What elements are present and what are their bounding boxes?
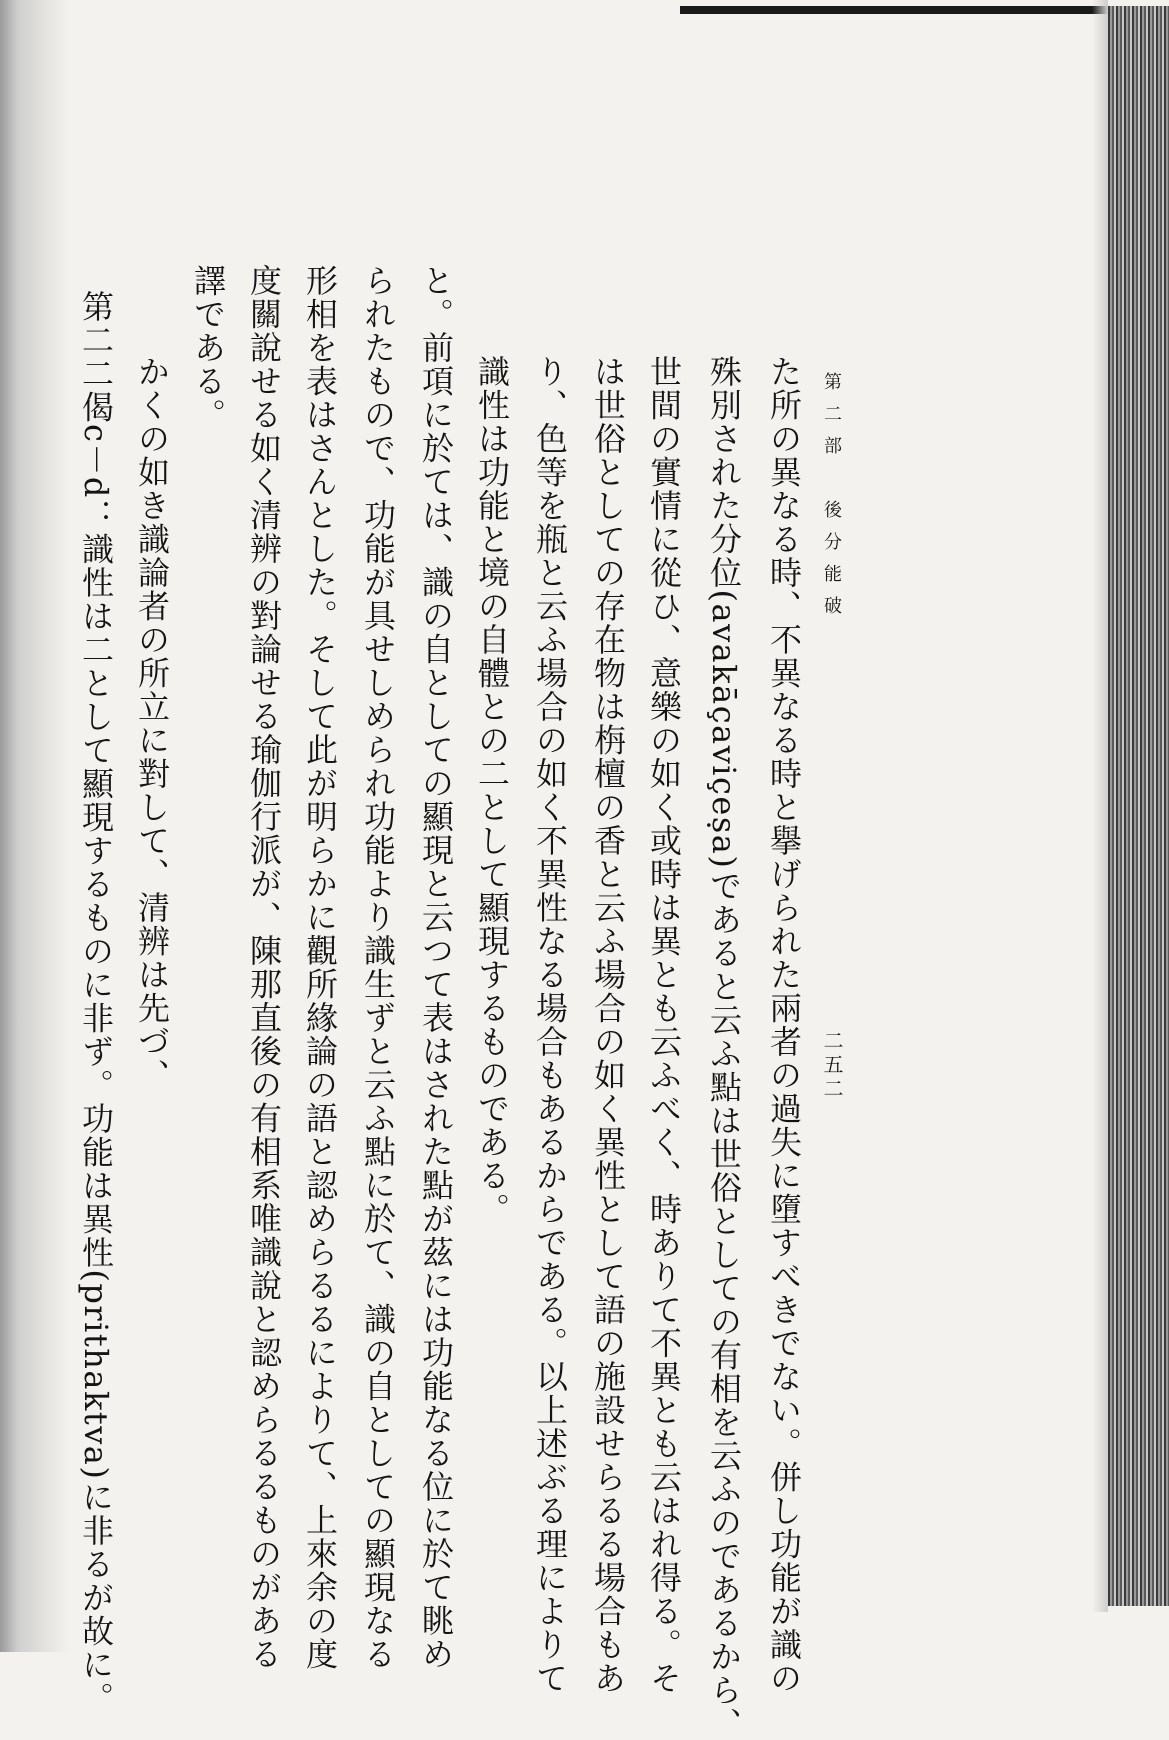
verse-heading-column: 第二二偈c－d：識性は二として顯現するものに非ず。功能は異性(prithaktva)に非るが故に。 (77, 290, 115, 1715)
text-column-7: と。前項に於ては、識の自としての顯現と云つて表はされた點が茲には功能なる位に於て眺め (417, 264, 455, 1671)
scan-shadow-right (1092, 0, 1108, 1612)
text-column-6: 識性は功能と境の自體との二として顯現するものである。 (473, 355, 511, 1226)
text-column-3: 世間の實情に從ひ、意樂の如く或時は異とも云ふべく、時ありて不異とも云はれ得る。そ (645, 355, 683, 1695)
running-header-title: 第二部 後分能破 (821, 372, 842, 628)
text-column-12: かくの如き識論者の所立に對して、清辨は先づ、 (133, 355, 171, 1092)
text-column-4: は世俗としての存在物は栴檀の香と云ふ場合の如く異性として語の施設せらるる場合もあ (589, 355, 627, 1695)
text-column-5: り、色等を瓶と云ふ場合の如く不異性なる場合もあるからである。以上述ぶる理によりて (531, 355, 569, 1695)
text-column-1: た所の異なる時、不異なる時と擧げられた兩者の過失に墮すべきでない。併し功能が識の (765, 355, 803, 1695)
scan-edge-top (680, 6, 1120, 14)
text-column-10: 度關說せる如く清辨の對論せる瑜伽行派が、陳那直後の有相系唯識說と認めらるるものがある (245, 264, 283, 1671)
text-column-2: 殊別された分位(avakāçaviçeṣa)であると云ふ點は世俗としての有相を云ふのであるから、 (705, 355, 743, 1740)
text-column-9: 形相を表はさんとした。そして此が明らかに觀所緣論の語と認めらるるによりて、上來余の度 (301, 264, 339, 1671)
book-spine-edge (1108, 6, 1169, 1606)
page-number: 二五二 (820, 1030, 844, 1102)
scan-shadow-left (0, 0, 70, 1652)
text-column-11: 譯である。 (189, 264, 227, 432)
text-column-8: られたもので、功能が具せしめられ功能より識生ずと云ふ點に於て、識の自としての顯現なる (359, 264, 397, 1671)
